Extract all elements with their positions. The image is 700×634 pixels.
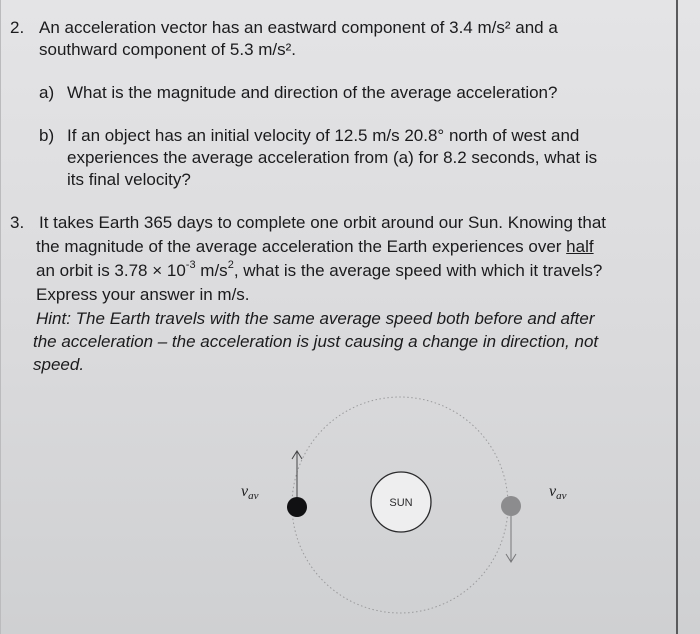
v-average-right-label — [549, 483, 567, 502]
question-2-line-1: An acceleration vector has an eastward component of 3.4 m/s² and a — [39, 18, 558, 37]
question-2a-label: a) — [39, 83, 55, 102]
underlined-half: half — [566, 237, 594, 256]
hint-line-1: Hint: The Earth travels with the same average speed both before and after — [36, 309, 595, 328]
question-2-line-2: southward component of 5.3 m/s². — [39, 40, 297, 59]
question-3-line-3-rest: , what is the average speed with which it travels? — [233, 261, 603, 280]
v-right-symbol: v — [549, 483, 557, 500]
earth-left — [287, 497, 307, 517]
question-2b-line-1: If an object has an initial velocity of 12.5 m/s 20.8° north of west and — [67, 126, 580, 145]
question-2b-label: b) — [39, 126, 55, 145]
velocity-arrow-down — [506, 516, 516, 562]
question-3-line-2-text: the magnitude of the average acceleration the Earth experiences over — [36, 237, 567, 256]
question-2b-line-3: its final velocity? — [67, 170, 191, 189]
question-2b-line-2: experiences the average acceleration from (a) for 8.2 seconds, what is — [67, 148, 598, 167]
question-3-number: 3. — [10, 213, 25, 232]
v-left-subscript: av — [248, 490, 259, 502]
v-right-subscript: av — [556, 490, 567, 502]
exponent: -3 — [185, 259, 196, 272]
v-average-left-label — [241, 483, 259, 502]
sun — [371, 472, 431, 532]
earth-right — [501, 496, 521, 516]
hint-line-2: the acceleration – the acceleration is just causing a change in direction, not — [33, 332, 599, 351]
unit-squared: 2 — [227, 259, 234, 272]
unit-text: m/s — [195, 261, 228, 280]
question-2-number: 2. — [10, 18, 25, 37]
question-3-line-4: Express your answer in m/s. — [36, 285, 250, 304]
velocity-arrow-up — [292, 451, 302, 497]
v-left-symbol: v — [241, 483, 249, 500]
sun-label: SUN — [389, 497, 413, 509]
question-2a-text: What is the magnitude and direction of the average acceleration? — [67, 83, 558, 102]
question-3-line-1: It takes Earth 365 days to complete one orbit around our Sun. Knowing that — [39, 213, 607, 232]
hint-line-3: speed. — [33, 355, 85, 374]
acceleration-value: an orbit is 3.78 × 10 — [36, 261, 186, 280]
